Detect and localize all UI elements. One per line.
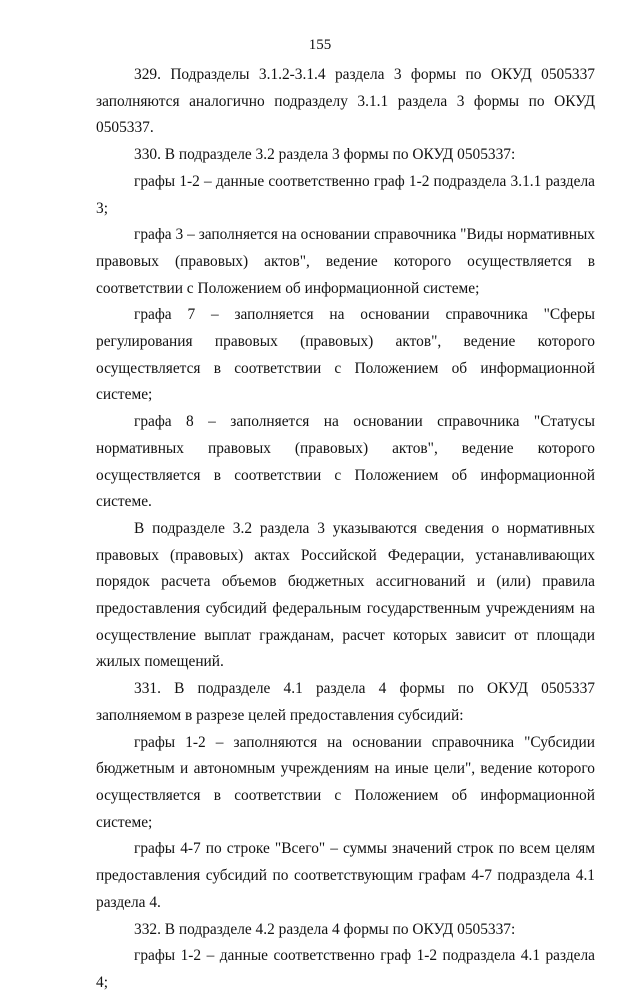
paragraph-331: 331. В подразделе 4.1 раздела 4 формы по ОКУД 0505337 заполняемом в разрезе целей предоставления субсидий: xyxy=(96,680,595,724)
paragraph-329: 329. Подразделы 3.1.2-3.1.4 раздела 3 формы по ОКУД 0505337 заполняются аналогично подразделу 3.1.1 раздела 3 формы по ОКУД 0505337. xyxy=(96,66,595,137)
paragraph-332: 332. В подразделе 4.2 раздела 4 формы по ОКУД 0505337: xyxy=(134,920,516,938)
paragraph-330-columns-1-2: графы 1-2 – данные соответственно граф 1-2 подраздела 3.1.1 раздела 3; xyxy=(96,172,595,217)
paragraph-331-columns-1-2: графы 1-2 – заполняются на основании справочника "Субсидии бюджетным и автономным учреждениям на иные цели", ведение которого осуществляется в соответствии с Положением об информационной системе; xyxy=(96,733,595,831)
paragraph-330-column-8: графа 8 – заполняется на основании справочника "Статусы нормативных правовых (правовых) актов", ведение которого осуществляется в соответствии с Положением об информационной системе. xyxy=(96,413,595,511)
paragraph-330-note: В подразделе 3.2 раздела 3 указываются сведения о нормативных правовых (правовых) актах Российской Федерации, устанавливающих порядок расчета объемов бюджетных ассигнований и (или) правила предоставления субсидий федеральным государственным учреждениям на осуществление выплат гражданам, расчет которых зависит от площади жилых помещений. xyxy=(96,519,595,671)
paragraph-330: 330. В подразделе 3.2 раздела 3 формы по ОКУД 0505337: xyxy=(134,146,516,164)
paragraph-330-column-7: графа 7 – заполняется на основании справочника "Сферы регулирования правовых (правовых) актов", ведение которого осуществляется в соответствии с Положением об информационной системе; xyxy=(96,306,595,404)
page-number: 155 xyxy=(308,37,332,53)
paragraph-332-columns-1-2: графы 1-2 – данные соответственно граф 1-2 подраздела 4.1 раздела 4; xyxy=(96,947,595,991)
paragraph-330-column-3: графа 3 – заполняется на основании справочника "Виды нормативных правовых (правовых) актов", ведение которого осуществляется в соответствии с Положением об информационной системе; xyxy=(96,226,595,297)
paragraph-331-columns-4-7: графы 4-7 по строке "Всего" – суммы значений строк по всем целям предоставления субсидий по соответствующим графам 4-7 подраздела 4.1 раздела 4. xyxy=(96,840,595,911)
document-body xyxy=(96,62,595,997)
